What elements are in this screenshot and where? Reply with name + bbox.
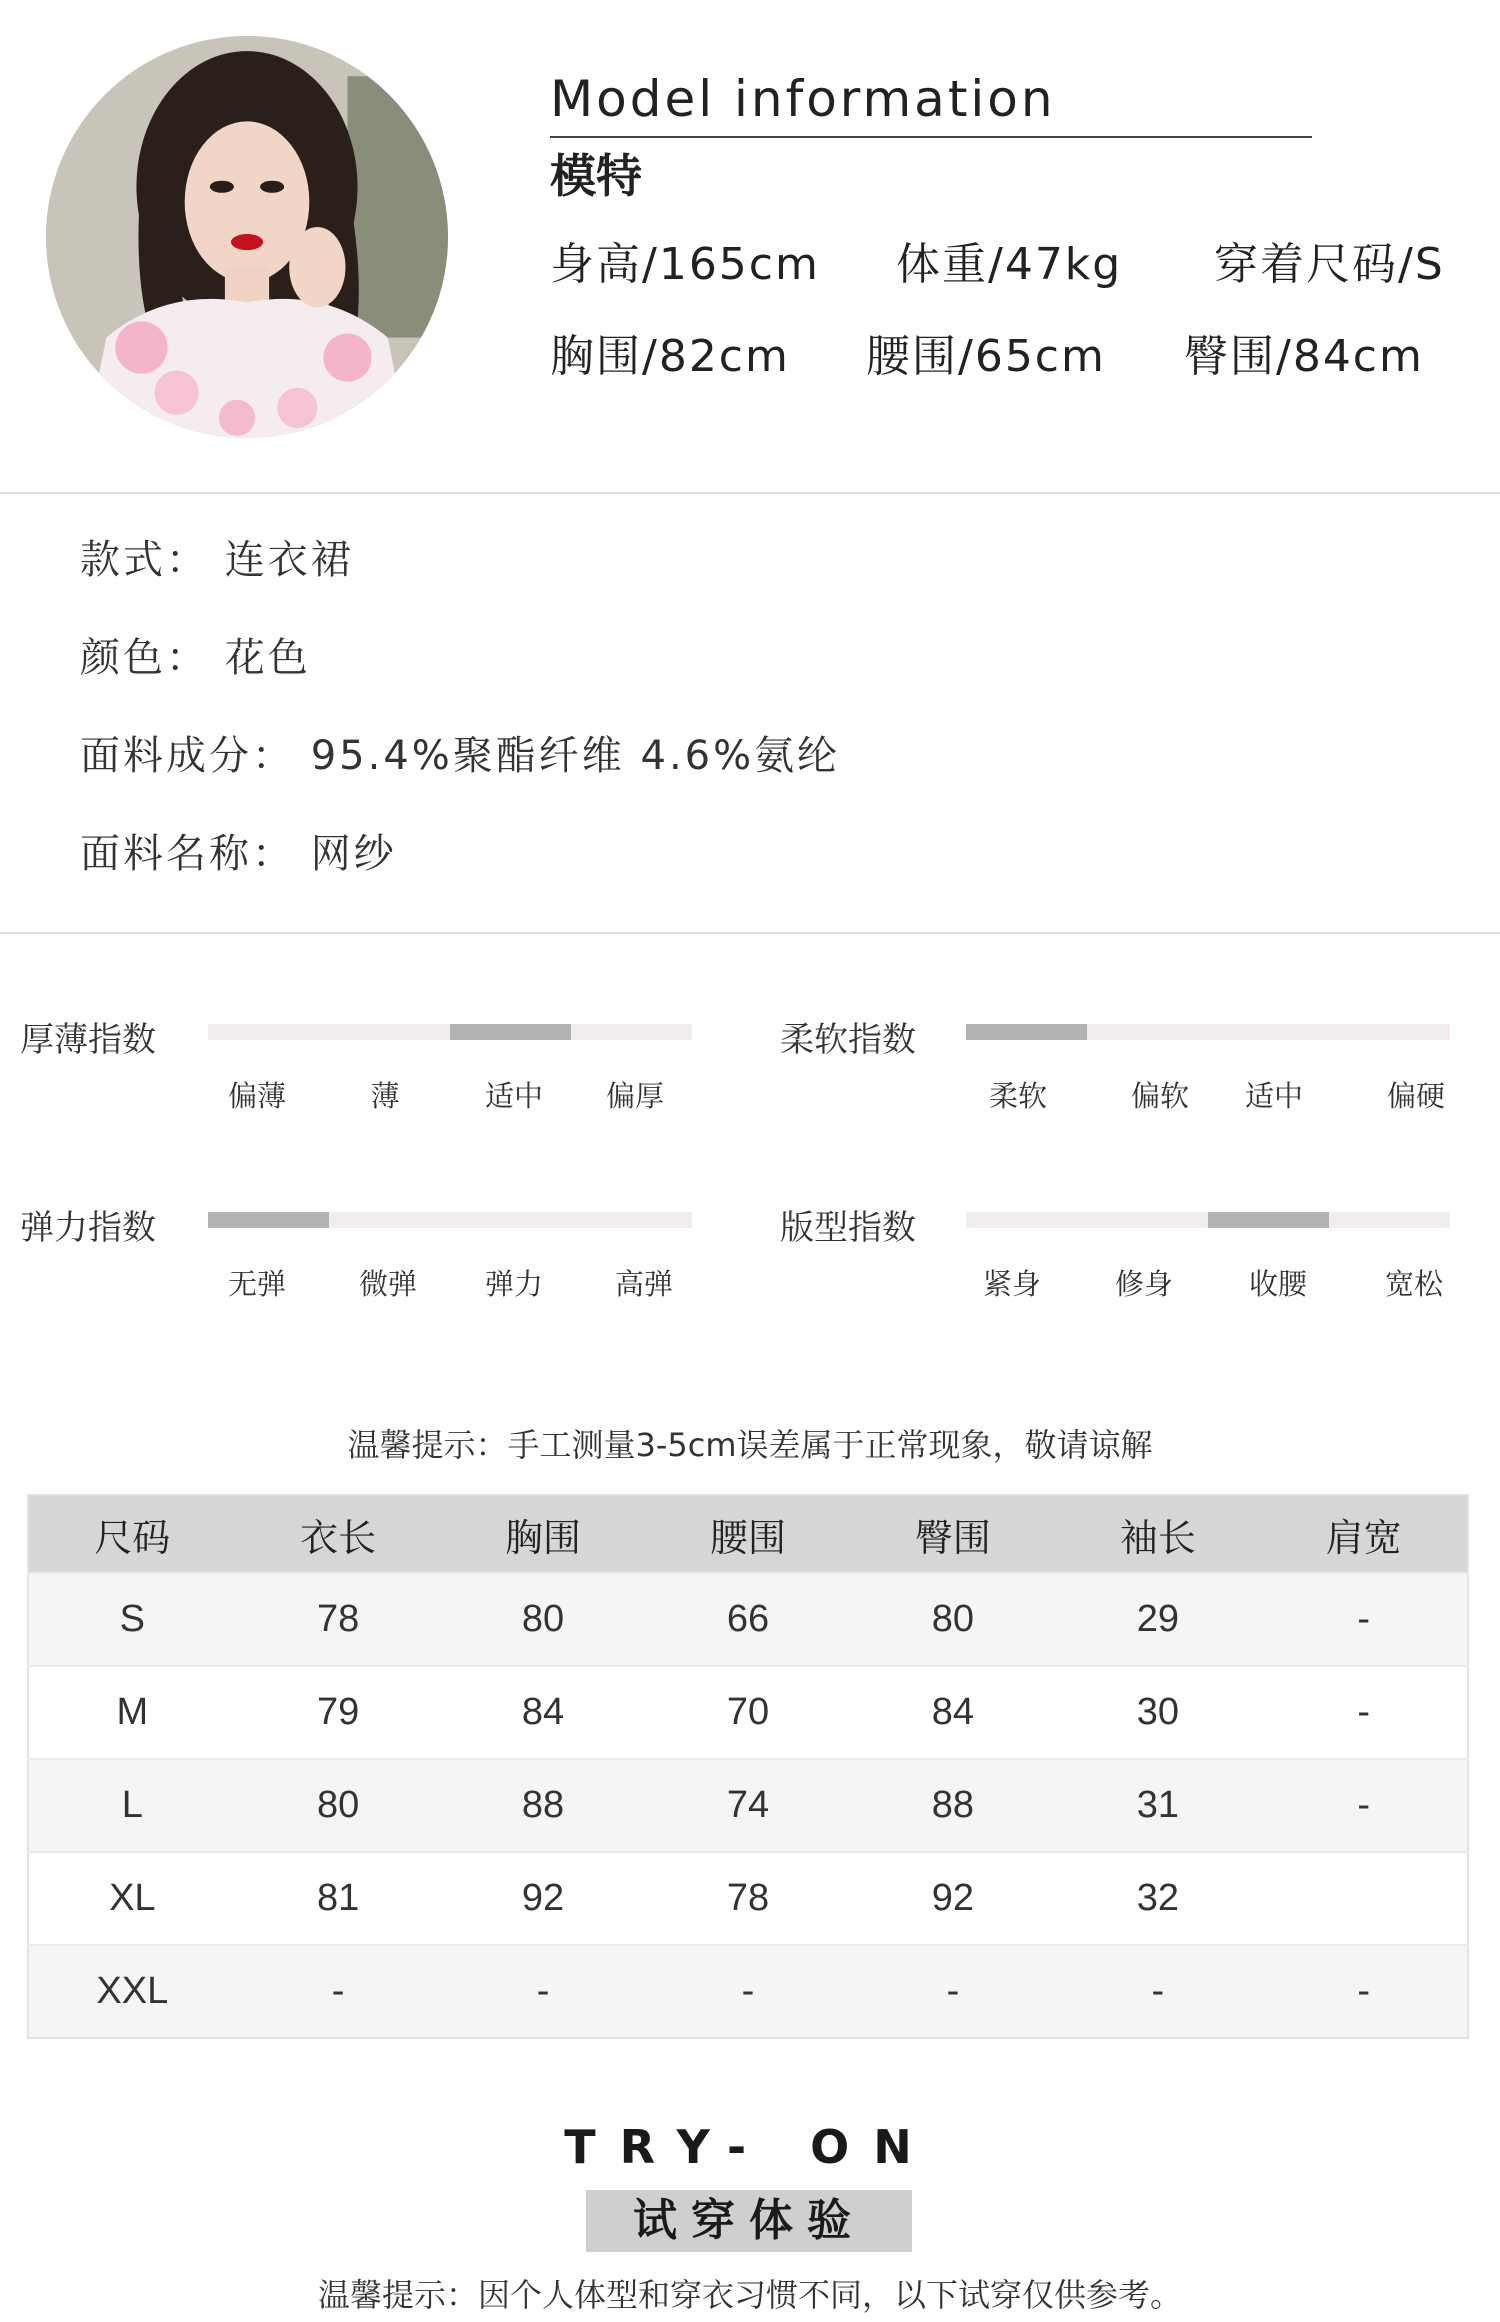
column-header: 臀围 (850, 1495, 1055, 1573)
table-row (28, 1666, 1468, 1759)
tryon-note: 温馨提示：因个人体型和穿衣习惯不同，以下试穿仅供参考。 (317, 2276, 1182, 2314)
table-cell: 92 (850, 1852, 1055, 1945)
detail-fabric: 面料名称： 网纱 (80, 831, 397, 877)
table-cell: 80 (236, 1759, 441, 1852)
model-photo (46, 36, 448, 438)
tryon-subtitle-badge: 试穿体验 (586, 2190, 912, 2252)
index-option: 偏厚 (605, 1079, 664, 1113)
column-header: 衣长 (236, 1495, 441, 1573)
table-row (28, 1945, 1468, 2038)
section-divider (0, 932, 1500, 934)
index-label: 厚薄指数 (20, 1020, 156, 1060)
index-option: 适中 (1244, 1079, 1303, 1113)
table-cell: - (1260, 1573, 1468, 1666)
index-option: 弹力 (484, 1267, 543, 1301)
index-option: 收腰 (1248, 1267, 1307, 1301)
column-header: 胸围 (441, 1495, 646, 1573)
table-cell (1260, 1852, 1468, 1945)
model-waist: 腰围/65cm (866, 331, 1106, 382)
index-option: 适中 (484, 1079, 543, 1113)
index-track (208, 1212, 692, 1228)
table-row (28, 1852, 1468, 1945)
column-header: 尺码 (28, 1495, 236, 1573)
index-level-fill (450, 1024, 571, 1040)
index-label: 弹力指数 (20, 1208, 156, 1248)
index-option: 无弹 (227, 1267, 286, 1301)
table-cell: - (236, 1945, 441, 2038)
index-option: 偏薄 (227, 1079, 286, 1113)
table-cell: - (646, 1945, 851, 2038)
table-cell: - (1055, 1945, 1260, 2038)
table-cell: 30 (1055, 1666, 1260, 1759)
table-cell: 78 (646, 1852, 851, 1945)
detail-color: 颜色： 花色 (80, 635, 311, 681)
table-cell: 84 (850, 1666, 1055, 1759)
index-option: 高弹 (614, 1267, 673, 1301)
column-header: 腰围 (646, 1495, 851, 1573)
index-label: 版型指数 (780, 1208, 916, 1248)
index-track (966, 1212, 1450, 1228)
index-track (208, 1024, 692, 1040)
column-header: 袖长 (1055, 1495, 1260, 1573)
table-cell: 31 (1055, 1759, 1260, 1852)
index-level-fill (1208, 1212, 1329, 1228)
table-cell: - (1260, 1666, 1468, 1759)
table-cell: - (441, 1945, 646, 2038)
table-cell: 80 (850, 1573, 1055, 1666)
column-header: 肩宽 (1260, 1495, 1468, 1573)
index-track (966, 1024, 1450, 1040)
model-size: 穿着尺码/S (1214, 239, 1445, 290)
index-option: 偏软 (1130, 1079, 1189, 1113)
table-cell: - (1260, 1945, 1468, 2038)
index-option: 薄 (370, 1079, 400, 1113)
size-chart-table (27, 1494, 1469, 2039)
table-cell: 74 (646, 1759, 851, 1852)
model-weight: 体重/47kg (896, 239, 1123, 290)
table-cell: XL (28, 1852, 236, 1945)
table-cell: M (28, 1666, 236, 1759)
table-cell: 32 (1055, 1852, 1260, 1945)
table-cell: 84 (441, 1666, 646, 1759)
table-cell: XXL (28, 1945, 236, 2038)
index-level-fill (966, 1024, 1087, 1040)
table-cell: L (28, 1759, 236, 1852)
index-option: 偏硬 (1386, 1079, 1445, 1113)
table-row (28, 1573, 1468, 1666)
size-table-header (28, 1495, 1468, 1573)
model-portrait-image (46, 36, 448, 438)
detail-composition: 面料成分： 95.4%聚酯纤维 4.6%氨纶 (80, 733, 841, 779)
index-label: 柔软指数 (780, 1020, 916, 1060)
table-cell: - (1260, 1759, 1468, 1852)
table-cell: 66 (646, 1573, 851, 1666)
index-option: 修身 (1114, 1267, 1173, 1301)
table-cell: 80 (441, 1573, 646, 1666)
index-level-fill (208, 1212, 329, 1228)
tryon-title: TRY- ON (564, 2120, 936, 2174)
model-hips: 臀围/84cm (1184, 331, 1424, 382)
model-info-subtitle: 模特 (550, 149, 642, 203)
index-option: 微弹 (358, 1267, 417, 1301)
measurement-note: 温馨提示：手工测量3-5cm误差属于正常现象，敬请谅解 (347, 1426, 1153, 1464)
table-cell: 88 (850, 1759, 1055, 1852)
table-cell: - (850, 1945, 1055, 2038)
index-option: 宽松 (1384, 1267, 1443, 1301)
table-cell: 78 (236, 1573, 441, 1666)
index-option: 紧身 (982, 1267, 1041, 1301)
table-row (28, 1759, 1468, 1852)
table-cell: S (28, 1573, 236, 1666)
table-cell: 79 (236, 1666, 441, 1759)
table-cell: 92 (441, 1852, 646, 1945)
table-cell: 88 (441, 1759, 646, 1852)
index-option: 柔软 (988, 1079, 1047, 1113)
table-cell: 29 (1055, 1573, 1260, 1666)
model-height: 身高/165cm (550, 239, 820, 290)
table-cell: 81 (236, 1852, 441, 1945)
table-cell: 70 (646, 1666, 851, 1759)
title-underline (550, 136, 1312, 138)
model-info-title: Model information (550, 70, 1056, 128)
model-bust: 胸围/82cm (550, 331, 790, 382)
section-divider (0, 492, 1500, 494)
detail-style: 款式： 连衣裙 (80, 537, 354, 583)
